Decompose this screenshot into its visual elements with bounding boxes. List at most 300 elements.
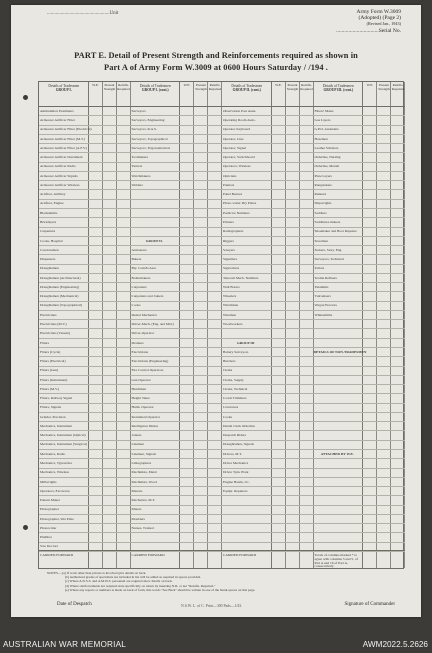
trade-label: Winchmen xyxy=(223,303,239,308)
trade-label: Dispensers xyxy=(40,257,56,262)
trade-label: Operator, Line xyxy=(223,136,244,141)
group-title: GROUP II. (cont.) xyxy=(232,88,261,93)
column-header-label: W.E. xyxy=(366,83,374,87)
table-row xyxy=(131,153,223,162)
table-row xyxy=(131,255,223,264)
table-row xyxy=(131,274,223,283)
table-header xyxy=(222,82,314,107)
trade-label: Mechanics, Instrument (Surgical) xyxy=(40,442,87,447)
table-row xyxy=(314,302,406,311)
table-row xyxy=(314,431,406,440)
table-row xyxy=(314,533,406,542)
table-row xyxy=(39,172,131,181)
trade-label: Saddlers xyxy=(314,210,327,215)
table-row xyxy=(39,255,131,264)
table-row xyxy=(222,330,314,339)
trade-label: Fitters (Gun) xyxy=(40,368,59,373)
table-row xyxy=(39,367,131,376)
table-column-group xyxy=(39,82,131,568)
trade-label: Fitters, Railway Signal xyxy=(40,396,73,401)
note-line: (b) Authorized grades of specialists not included in list will be added as required in spaces provided. xyxy=(65,575,202,580)
table-row xyxy=(131,200,223,209)
form-heading xyxy=(41,50,391,74)
trade-label: Nurses, Trained xyxy=(131,525,154,530)
trade-label: Armourer Artificer Fitter (M.T.) xyxy=(40,136,85,141)
table-row xyxy=(314,153,406,162)
table-row xyxy=(131,190,223,199)
table-row xyxy=(39,450,131,459)
table-row xyxy=(131,413,223,422)
carried-forward-label: Totals of columns marked * to agree with columns 3 and 5, of Part A and 16 of Part A, consecutively xyxy=(314,553,358,569)
form-number: Army Form W.3009 xyxy=(356,9,401,15)
table-row xyxy=(314,394,406,403)
heading-line-2: Part A of Army Form W.3009 at 0600 Hours Saturday / /194 . xyxy=(103,63,328,72)
table-row xyxy=(131,404,223,413)
trade-label: Clerks xyxy=(223,368,233,373)
table-row xyxy=(39,394,131,403)
trade-label: Cooks xyxy=(131,303,141,308)
trade-label: Welders xyxy=(131,182,143,187)
table-row xyxy=(314,135,406,144)
table-row xyxy=(131,265,223,274)
trade-label: Hosemen xyxy=(314,136,328,141)
trade-label: Bakers xyxy=(131,257,142,262)
trade-label: Opticians xyxy=(223,173,237,178)
column-header-label: Reinfts. Required xyxy=(300,83,313,91)
column-title: Details of Tradesmen xyxy=(231,84,263,88)
trade-label: Draughtsmen (Architectural) xyxy=(40,275,81,280)
carried-forward-row xyxy=(222,550,314,568)
table-row xyxy=(222,469,314,478)
table-row xyxy=(39,404,131,413)
table-column-group xyxy=(131,82,223,568)
trade-label: Runners xyxy=(314,192,327,197)
trade-label: Tailors xyxy=(314,266,325,271)
table-row xyxy=(39,330,131,339)
trade-label: Surveyors, Engineering xyxy=(131,118,165,122)
unit-line: ..................................................Unit xyxy=(47,11,119,16)
trade-label: Operator, Switchboard xyxy=(223,155,255,160)
table-row xyxy=(222,116,314,125)
trade-label: Lithographers xyxy=(131,461,152,466)
table-row xyxy=(222,107,314,116)
trade-label: Electricians (Vessels) xyxy=(40,331,71,336)
trade-label: Masons xyxy=(131,488,143,493)
serial-line: ...............................Serial No. xyxy=(336,27,401,34)
table-row xyxy=(222,181,314,190)
table-row xyxy=(314,320,406,329)
table-row xyxy=(314,422,406,431)
trade-label: Leather Stitchers xyxy=(314,145,339,150)
punch-hole xyxy=(23,95,28,100)
punch-hole xyxy=(23,525,28,530)
group-subheading: DETAILS OF NON-TRADESMEN xyxy=(313,349,367,354)
table-row xyxy=(39,218,131,227)
trade-label: Armourers xyxy=(131,247,147,252)
table-row xyxy=(222,339,314,348)
table-row xyxy=(39,246,131,255)
note-line: (e) Where any reports or numbers is made on back of form, this words "See Back" should be written in one of the blank spaces on this page. xyxy=(65,587,256,592)
table-row xyxy=(39,163,131,172)
trade-label: Observation Post Assts. xyxy=(223,108,257,113)
table-row xyxy=(314,413,406,422)
trade-label: Photographer xyxy=(40,507,59,512)
trade-label: Battery Surveyors xyxy=(223,349,249,354)
trade-label: Dental Mechanics xyxy=(131,312,157,317)
trade-label: Hutm. Operator xyxy=(131,405,154,410)
table-row xyxy=(314,237,406,246)
group-title: GROUP I. (cont.) xyxy=(141,88,169,93)
table-row xyxy=(314,246,406,255)
table-row xyxy=(39,228,131,237)
table-row xyxy=(222,478,314,487)
trade-label: Joiners xyxy=(131,433,142,438)
trade-label: Photowriter xyxy=(40,525,57,530)
trade-label: Plumber xyxy=(40,535,52,540)
table-row xyxy=(222,274,314,283)
trade-label: Surveyors xyxy=(131,108,146,113)
column-header-label: W.E. xyxy=(183,83,191,87)
table-row xyxy=(131,246,223,255)
table-row xyxy=(131,116,223,125)
trade-label: Carpenters and Joiners xyxy=(131,294,164,299)
trade-label: Concreters xyxy=(223,405,239,410)
table-row xyxy=(39,181,131,190)
table-row xyxy=(131,469,223,478)
trade-label: Fitters (Electrical) xyxy=(40,359,66,364)
table-row xyxy=(314,209,406,218)
trade-label: Storemen xyxy=(314,238,328,243)
trade-label: Operators, Excavator xyxy=(40,488,70,493)
note-line: NOTES.—(a) If work other than private is involved give details on back. xyxy=(47,571,147,575)
trade-label: Armourer Artificer Signals xyxy=(40,173,78,178)
column-header-label: W.E. xyxy=(92,83,99,87)
table-row xyxy=(131,163,223,172)
table-row xyxy=(314,200,406,209)
trade-label: Hutchmen xyxy=(131,386,147,391)
trade-label: Coach Trimmers xyxy=(223,396,247,401)
trade-label: Surveyors, Technical xyxy=(314,257,344,262)
trade-label: Drainers xyxy=(131,340,144,345)
table-row xyxy=(131,533,223,542)
archive-caption xyxy=(0,638,432,653)
trade-label: Woodworkers xyxy=(223,321,243,326)
group-title: GROUP III. (cont.) xyxy=(323,88,354,93)
table-row xyxy=(131,394,223,403)
table-row xyxy=(131,107,223,116)
table-row xyxy=(222,237,314,246)
table-row xyxy=(39,135,131,144)
commander-signature: Signature of Commander xyxy=(344,602,395,607)
table-row xyxy=(39,422,131,431)
table-row xyxy=(314,385,406,394)
trade-label: Mechanics, Typewriter xyxy=(40,461,73,466)
table-header xyxy=(39,82,131,107)
table-row xyxy=(222,487,314,496)
carried-forward-label: CARRIED FORWARD xyxy=(131,553,165,557)
trade-label: Vulcanisers xyxy=(314,294,331,299)
trade-label: Orderlies, Mental xyxy=(314,164,340,169)
table-row xyxy=(131,357,223,366)
trade-label: Cooks, Hospital xyxy=(40,238,63,243)
trade-label: Despatch Riders xyxy=(223,433,247,438)
table-row xyxy=(222,292,314,301)
table-row xyxy=(39,237,131,246)
table-row xyxy=(131,459,223,468)
trade-label: Draughtsmen (Engineering) xyxy=(40,284,80,289)
table-row xyxy=(222,320,314,329)
trade-label: Armourer Artificer Wireless xyxy=(40,182,80,187)
trade-label: Equipt. Repairers xyxy=(223,488,248,493)
trade-label: Fire Control Operators xyxy=(131,368,164,373)
trade-label: Saw Doctors xyxy=(40,544,58,549)
column-header-label: W.E. xyxy=(275,83,282,87)
trade-label: Blacksmiths xyxy=(40,210,58,215)
trade-label: Surveyors, Trigonometrical xyxy=(131,145,170,150)
trade-label: Draughtsmen, Signals xyxy=(223,442,254,447)
table-row xyxy=(222,422,314,431)
trade-label: Watchmakers xyxy=(131,173,151,178)
trade-label: Driver Tptn. Plant xyxy=(223,470,249,475)
trade-label: Intelligence Duties xyxy=(131,423,159,428)
trade-label: Fitters (M.V.) xyxy=(40,386,60,391)
trade-label: Saddletree makers xyxy=(314,219,341,224)
table-row xyxy=(131,135,223,144)
table-row xyxy=(314,524,406,533)
table-row xyxy=(222,431,314,440)
table-row xyxy=(39,116,131,125)
trade-label: Predictor Numbers xyxy=(223,210,250,215)
trade-label: Linemen, Signals xyxy=(131,451,156,456)
trade-label: Operators, Wireless xyxy=(223,164,251,169)
column-header-label: Reinfts. Required xyxy=(208,83,222,91)
trade-label: Stokers, Stoty. Eng. xyxy=(314,247,343,252)
trade-label: Carpenters xyxy=(131,284,147,289)
table-row xyxy=(131,422,223,431)
form-notes xyxy=(47,571,395,592)
table-row xyxy=(314,459,406,468)
trade-label: Mechanics, Instrument xyxy=(40,423,73,428)
table-row xyxy=(39,283,131,292)
table-row xyxy=(39,478,131,487)
trade-label: Engine Hands, I.C. xyxy=(223,479,250,484)
group-subheading: GROUP III xyxy=(237,340,255,345)
trade-label: Fitters (Cycle) xyxy=(40,349,61,354)
trade-label: Armourer Artificer Radio xyxy=(40,164,76,169)
trade-label: Painters xyxy=(223,182,235,187)
trade-label: Machinists, Wood xyxy=(131,479,157,484)
table-row xyxy=(222,135,314,144)
table-row xyxy=(131,348,223,357)
table-row xyxy=(131,126,223,135)
table-row xyxy=(222,283,314,292)
table-row xyxy=(222,385,314,394)
note-line: (c) Where A.N.S.S. and A.M.W.S. personnel are required show details on back. xyxy=(65,579,173,584)
trade-label: Operating Room Assts. xyxy=(223,118,256,122)
table-row xyxy=(131,330,223,339)
trade-label: Grinder, Precision xyxy=(40,414,66,419)
trade-label: Electricians (Engineering) xyxy=(131,359,169,364)
group-subheading: ATTACHED BY W.E. xyxy=(320,451,354,456)
table-row xyxy=(314,107,406,116)
table-row xyxy=(131,385,223,394)
table-row xyxy=(222,311,314,320)
table-row xyxy=(222,524,314,533)
table-row xyxy=(314,218,406,227)
table-row xyxy=(314,181,406,190)
table-row xyxy=(222,441,314,450)
table-row xyxy=(131,496,223,505)
table-row xyxy=(222,376,314,385)
trade-label: Printers xyxy=(223,219,234,224)
table-row xyxy=(131,431,223,440)
trade-label: Clerks, Technical xyxy=(223,386,248,391)
trade-label: Toolmakers xyxy=(131,155,148,160)
table-column-group xyxy=(222,82,314,568)
table-row xyxy=(131,441,223,450)
trade-label: Mechanics, Wireless xyxy=(40,470,69,475)
table-row xyxy=(314,487,406,496)
trade-label: Bricklayers xyxy=(40,219,57,224)
table-row xyxy=(314,144,406,153)
trade-label: G.P.O. Assistants xyxy=(314,127,339,132)
table-row xyxy=(314,376,406,385)
table-row xyxy=(314,367,406,376)
date-of-despatch: Date of Despatch xyxy=(57,602,92,607)
form-revised: (Revised Jan., 1943) xyxy=(366,21,401,27)
table-row xyxy=(39,126,131,135)
trade-label: Draughtsmen (Topographical) xyxy=(40,303,83,308)
trade-label: Mechanics, Radio xyxy=(40,451,66,456)
trade-label: Height Taker xyxy=(131,396,150,401)
trade-label: Pattern Maker xyxy=(40,498,60,503)
trade-label: Wall Borers xyxy=(223,284,240,289)
trade-label: Operator Keyboard xyxy=(223,127,251,132)
trade-label: Driver Mechanics xyxy=(223,461,249,466)
table-row xyxy=(222,506,314,515)
table-row xyxy=(222,153,314,162)
trade-label: Electricians xyxy=(131,349,149,354)
table-row xyxy=(314,274,406,283)
trade-label: Ammunition Examiners xyxy=(40,108,74,113)
table-row xyxy=(131,283,223,292)
table-row xyxy=(314,506,406,515)
trade-label: Dental Clerk Orderlies xyxy=(223,423,255,428)
trade-label: Armourer Artificer Fitter (A.F.V.) xyxy=(40,145,88,150)
trade-label: Clerks, Supply xyxy=(223,377,244,382)
table-row xyxy=(39,265,131,274)
table-row xyxy=(314,330,406,339)
trade-label: Sawyers xyxy=(223,247,235,252)
table-column-group xyxy=(314,82,406,568)
trade-label: Tinsmiths xyxy=(314,284,329,289)
table-row xyxy=(131,292,223,301)
table-row xyxy=(222,302,314,311)
trade-label: Shoemaker and Boot Repairer xyxy=(314,229,357,234)
table-row xyxy=(222,496,314,505)
table-row xyxy=(222,265,314,274)
trade-label: Cooks xyxy=(223,414,232,419)
table-row xyxy=(222,126,314,135)
trade-label: Armourer Artificer Fitter xyxy=(40,118,75,122)
trade-label: Boilermakers xyxy=(131,275,151,280)
table-row xyxy=(131,209,223,218)
trade-label: Mechanics, Instrument (Optical) xyxy=(40,433,86,438)
column-header-label: Present Strength xyxy=(103,83,116,91)
table-row xyxy=(314,172,406,181)
table-row xyxy=(39,496,131,505)
table-row xyxy=(314,515,406,524)
group-subheading: GROUP II. xyxy=(145,238,163,243)
table-row xyxy=(39,311,131,320)
trade-label: Mechanics, M.T. xyxy=(131,498,156,503)
table-row xyxy=(222,190,314,199)
trade-label: Bty. Comd's Asst. xyxy=(131,266,157,271)
table-row xyxy=(222,348,314,357)
carried-forward-label: CARRIED FORWARD xyxy=(223,553,257,557)
table-row xyxy=(39,376,131,385)
note-line: (d) Where reinforcements not required state specifically on return by inserting N.R. or not "Reinfts. Required." xyxy=(65,583,216,588)
table-row xyxy=(131,172,223,181)
trade-label: Artificer, Engine xyxy=(40,201,64,206)
table-row xyxy=(39,274,131,283)
trade-label: Fitters (Instrument) xyxy=(40,377,68,382)
table-row xyxy=(222,515,314,524)
column-header-label: Present Strength xyxy=(195,83,207,91)
carried-forward-row xyxy=(131,550,223,568)
trade-label: Driver-Mech. (Eng. and Mtd.) xyxy=(131,321,174,326)
table-row xyxy=(222,228,314,237)
table-row xyxy=(314,255,406,264)
table-row xyxy=(39,413,131,422)
table-row xyxy=(222,255,314,264)
table-row xyxy=(314,450,406,459)
carried-forward-row xyxy=(314,550,406,568)
trade-label: Telecom Mech. Numbers xyxy=(223,275,259,280)
trade-label: Carpenters xyxy=(40,229,56,234)
trade-label: Plate Layers xyxy=(314,173,332,178)
table-row xyxy=(314,469,406,478)
trade-label: Signwriters xyxy=(223,266,240,271)
table-row xyxy=(314,441,406,450)
table-row xyxy=(131,506,223,515)
table-row xyxy=(131,218,223,227)
form-adopted: (Adopted) (Page 2) xyxy=(358,15,401,22)
table-row xyxy=(314,228,406,237)
table-row xyxy=(222,246,314,255)
trade-label: Photographer, Wet Plate xyxy=(40,516,74,521)
trade-label: Draughtsmen (Mechanical) xyxy=(40,294,79,299)
table-row xyxy=(131,376,223,385)
table-row xyxy=(222,459,314,468)
trade-label: Panel Beaters xyxy=(223,192,243,197)
trade-label: Wiremen xyxy=(223,312,236,317)
table-row xyxy=(39,107,131,116)
table-header xyxy=(314,82,406,107)
table-row xyxy=(222,450,314,459)
table-row xyxy=(39,144,131,153)
printer-imprint: N.S.W. L. of C. Print—300 Pads—1/43. xyxy=(181,604,243,608)
table-row xyxy=(39,441,131,450)
trade-label: Gun Operator xyxy=(131,377,151,382)
column-title: Details of Tradesmen xyxy=(139,84,171,88)
strength-table xyxy=(38,81,404,569)
trade-label: Concretemen xyxy=(40,247,59,252)
trade-label: Draughtsmen xyxy=(40,266,59,271)
table-row xyxy=(39,357,131,366)
trade-label: Photo-writer Dry Plates xyxy=(223,201,257,206)
table-row xyxy=(222,218,314,227)
